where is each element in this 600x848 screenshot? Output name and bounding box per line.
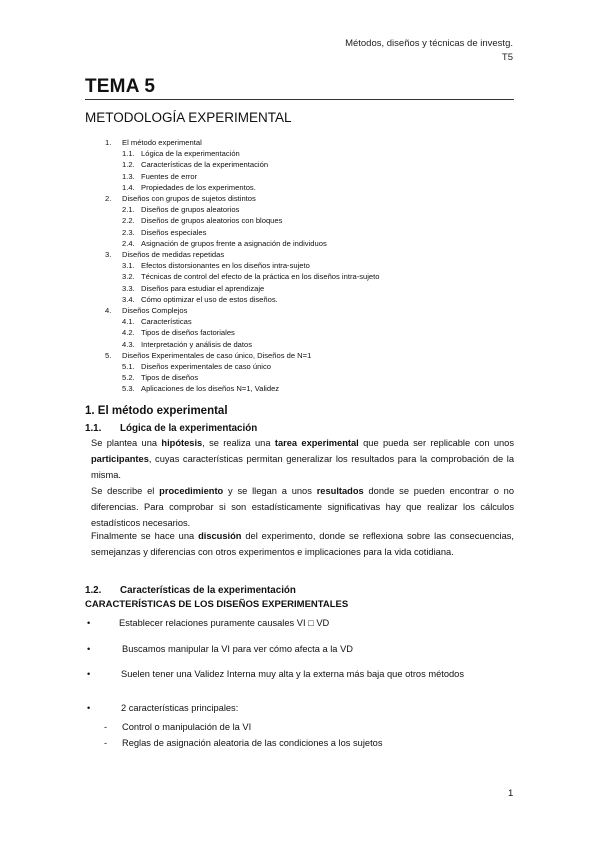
paragraph-hypothesis: Se plantea una hipótesis, se realiza una tarea experimental que pueda ser replicable con unos participantes, cuyas características permitan generalizar los resultados para la comprobación de la misma. — [91, 438, 514, 480]
toc-text: Diseños de grupos aleatorios con bloques — [141, 216, 283, 226]
toc-text: Diseños Experimentales de caso único, Diseños de N=1 — [122, 350, 312, 360]
toc-text: Asignación de grupos frente a asignación de individuos — [141, 238, 327, 248]
toc-text: Tipos de diseños — [141, 373, 199, 383]
page-title: TEMA 5 — [85, 76, 156, 97]
toc-number: 2. — [105, 194, 112, 203]
section-number: 1.1. — [85, 423, 102, 434]
toc-number: 4.3. — [122, 339, 135, 349]
toc-number: 2.1. — [122, 205, 135, 215]
toc-text: Lógica de la experimentación — [141, 149, 240, 159]
toc-number: 3.3. — [122, 283, 135, 293]
title-underline — [85, 99, 514, 100]
toc-number: 3.1. — [122, 261, 135, 271]
toc-text: Técnicas de control del efecto de la práctica en los diseños intra-sujeto — [141, 272, 380, 282]
section-title: Lógica de la experimentación — [120, 423, 258, 434]
toc-text: Diseños de medidas repetidas — [122, 250, 225, 259]
toc-number: 1.3. — [122, 171, 135, 181]
toc-number: 1.4. — [122, 182, 135, 192]
toc-number: 5.1. — [122, 362, 135, 371]
toc-text: Tipos de diseños factoriales — [141, 328, 235, 338]
toc-text: Propiedades de los experimentos. — [141, 182, 256, 192]
toc-number: 5.2. — [122, 373, 135, 383]
section-title: Características de la experimentación — [120, 585, 296, 596]
toc-number: 4.1. — [122, 317, 135, 327]
toc-number: 3.4. — [122, 294, 135, 304]
toc-number: 1.1. — [122, 149, 135, 159]
toc-text: Aplicaciones de los diseños N=1, Validez — [141, 384, 280, 394]
toc-number: 3. — [105, 250, 112, 259]
toc-number: 3.2. — [122, 272, 135, 282]
running-header-title: Métodos, diseños y técnicas de investg. — [345, 38, 513, 49]
paragraph-discussion: Finalmente se hace una discusión del experimento, donde se reflexiona sobre las consecuencias, semejanzas y diferencias con otros experimentos e implicaciones para la vida cotidiana. — [91, 531, 514, 557]
toc-text: Diseños para estudiar el aprendizaje — [141, 283, 265, 293]
toc-text: Diseños especiales — [141, 227, 207, 237]
toc-text: Diseños Complejos — [122, 306, 188, 315]
toc-number: 1. — [105, 138, 112, 147]
document-page: Métodos, diseños y técnicas de investg. T5 TEMA 5 METODOLOGÍA EXPERIMENTAL 1. El método experimental 1.1. Lógica de la experimentación 1.2. Características de la experimentación 1.3. Fuentes de error 1.4. Propiedades de los experimentos. 2. Diseños con grupos de sujetos distintos 2.1. Diseños de grupos aleatorios 2.2. Diseños de grupos aleatorios con bloques 2.3. Diseños especiales 2.4. Asignación de grupos frente a asignación de individuos 3. Diseños de medidas repetidas 3.1. Efectos distorsionantes en los diseños intra-sujeto 3.2. Técnicas de control del efecto de la práctica en los diseños intra-sujeto 3.3. Diseños para estudiar el aprendizaje 3.4. Cómo optimizar el uso de estos diseños. 4. Diseños Complejos 4.1. Características 4.2. Tipos de diseños factoriales 4.3. Interpretación y análisis de datos 5. Diseños Experimentales de caso único, Diseños de N=1 5.1. Diseños experimentales de caso único 5.2. Tipos de diseños 5.3. Aplicaciones de los diseños N=1, Validez 1. El método experimental 1.1. Lógica de la experimentación Se plantea una hipótesis, se realiza una tarea experimental que pueda ser replicable con unos participantes, cuyas características permitan generalizar los resultados para la comprobación de la misma. Se describe el procedimiento y se llegan a unos resultados donde se pueden encontrar o no diferencias. Para comprobar si son estadísticamente significativas hay que realizar los cálculos estadísticos necesarios. Finalmente se hace una discusión del experimento, donde se reflexiona sobre las consecuencias, semejanzas y diferencias con otros experimentos e implicaciones para la vida cotidiana. 1.2. Características de la experimentación CARACTERÍSTICAS DE LOS DISEÑOS EXPERIMENTALES • Establecer relaciones puramente causales VI □ VD • Buscamos manipular la VI para ver cómo afecta a la VD • Suelen tener una Validez Interna muy alta y la externa más baja que otros métodos • 2 características principales: - Control o manipulación de la VI - Reglas de asignación aleatoria de las condiciones a los sujetos 1 — [85, 38, 515, 799]
toc-text: Características — [141, 317, 192, 327]
toc-number: 2.4. — [122, 238, 135, 248]
toc-number: 4.2. — [122, 328, 135, 338]
page-subtitle: METODOLOGÍA EXPERIMENTAL — [85, 110, 292, 125]
toc-number: 2.2. — [122, 216, 135, 226]
toc-text: Diseños experimentales de caso único — [141, 362, 272, 371]
toc-number: 4. — [105, 306, 112, 315]
toc-text: Interpretación y análisis de datos — [141, 339, 253, 349]
page-number: 1 — [508, 788, 514, 799]
toc-text: El método experimental — [122, 138, 202, 147]
toc-text: Características de la experimentación — [141, 160, 269, 170]
toc-number: 2.3. — [122, 227, 135, 237]
caps-heading: CARACTERÍSTICAS DE LOS DISEÑOS EXPERIMENTALES — [85, 599, 349, 610]
toc-number: 1.2. — [122, 160, 135, 170]
running-header-topic: T5 — [501, 52, 513, 63]
toc-number: 5.3. — [122, 384, 135, 394]
toc-text: Diseños de grupos aleatorios — [141, 205, 240, 215]
toc-number: 5. — [105, 350, 112, 360]
toc-text: Fuentes de error — [141, 171, 198, 181]
toc-text: Efectos distorsionantes en los diseños intra-sujeto — [141, 261, 310, 271]
toc-text: Cómo optimizar el uso de estos diseños. — [141, 294, 278, 304]
section-heading-1: 1. El método experimental — [85, 405, 228, 417]
section-number: 1.2. — [85, 585, 102, 596]
toc-text: Diseños con grupos de sujetos distintos — [122, 194, 256, 203]
paragraph-procedure: Se describe el procedimiento y se llegan a unos resultados donde se pueden encontrar o no diferencias. Para comprobar si son estadísticamente significativas hay que realizar los cálculos estadísticos necesarios. — [91, 486, 515, 528]
